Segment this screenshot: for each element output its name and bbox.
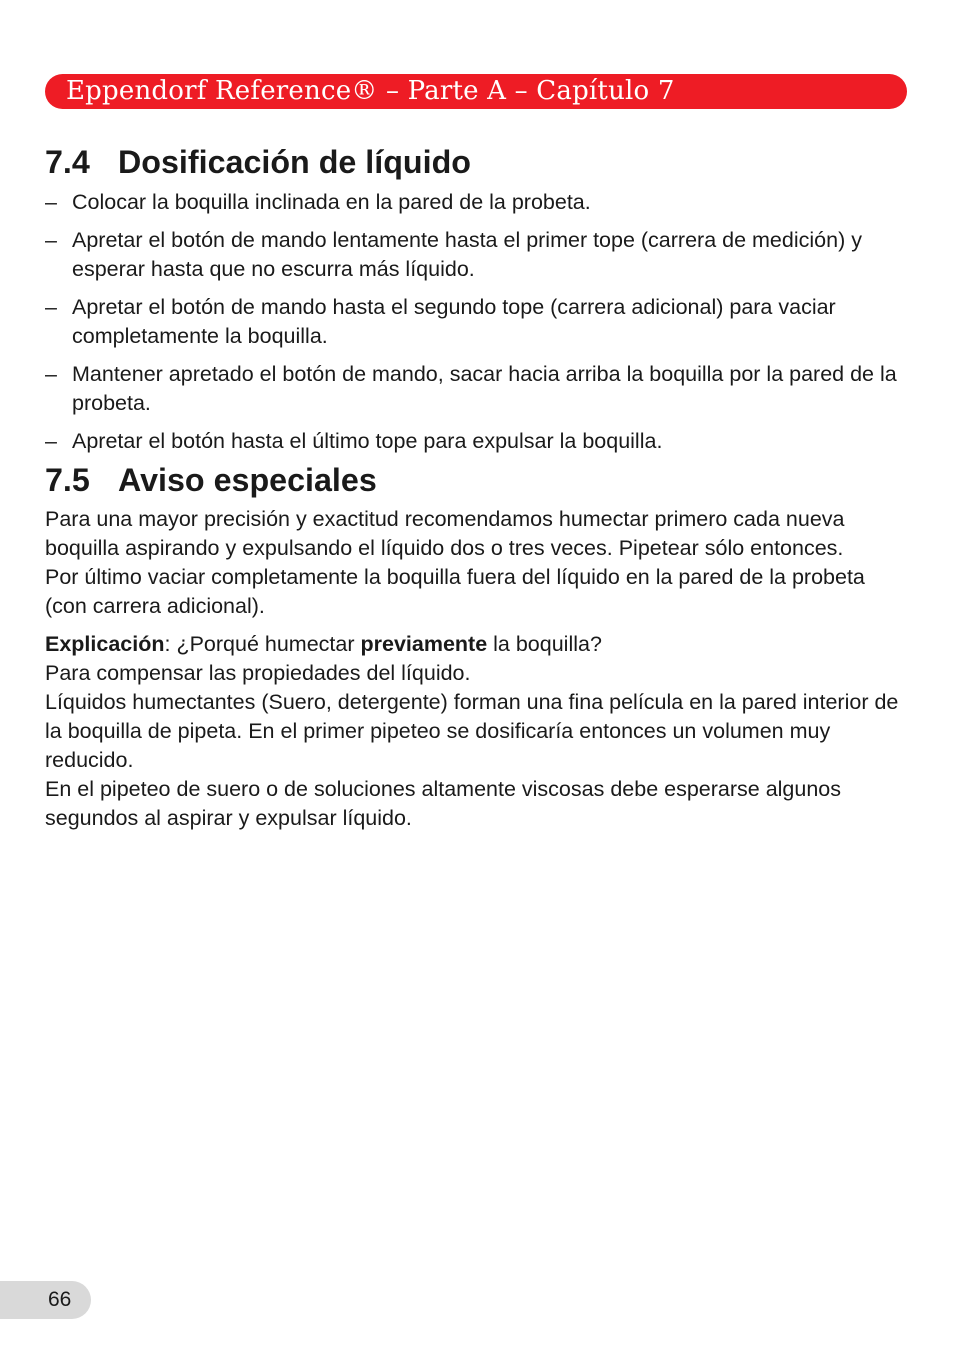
explanation-question-end: la boquilla? <box>487 632 602 656</box>
dash-bullet: – <box>45 228 57 252</box>
chapter-title: Eppendorf Reference® – Parte A – Capítulo 7 <box>66 76 675 106</box>
list-item <box>45 293 905 351</box>
dash-bullet: – <box>45 295 57 319</box>
list-item-text: Mantener apretado el botón de mando, sacar hacia arriba la boquilla por la pared de la probeta. <box>72 362 897 415</box>
steps-list <box>45 188 905 456</box>
paragraph: Por último vaciar completamente la boquilla fuera del líquido en la pared de la probeta (con carrera adicional). <box>45 565 865 618</box>
section-title: Dosificación de líquido <box>118 144 471 180</box>
section-number: 7.5 <box>45 462 90 498</box>
section-heading-7-5 <box>45 462 905 498</box>
dash-bullet: – <box>45 429 57 453</box>
paragraph: Para compensar las propiedades del líquido. <box>45 661 471 685</box>
page-number-tab <box>0 1281 91 1319</box>
list-item <box>45 226 905 284</box>
explanation-question-start: : ¿Porqué humectar <box>164 632 361 656</box>
list-item <box>45 188 905 217</box>
section-number: 7.4 <box>45 144 90 180</box>
section-title: Aviso especiales <box>118 462 377 498</box>
list-item-text: Apretar el botón de mando hasta el segundo tope (carrera adicional) para vaciar completamente la boquilla. <box>72 295 836 348</box>
list-item <box>45 360 905 418</box>
dash-bullet: – <box>45 190 57 214</box>
section-heading-7-4 <box>45 144 905 180</box>
list-item <box>45 427 905 456</box>
explanation-block <box>45 630 905 833</box>
page-content <box>45 144 905 842</box>
page-number: 66 <box>48 1288 72 1311</box>
paragraph: En el pipeteo de suero o de soluciones altamente viscosas debe esperarse algunos segundos al aspirar y expulsar líquido. <box>45 777 842 830</box>
explanation-line <box>45 630 905 659</box>
explanation-emphasis: previamente <box>360 632 488 656</box>
dash-bullet: – <box>45 362 57 386</box>
list-item-text: Apretar el botón de mando lentamente hasta el primer tope (carrera de medición) y esperar hasta que no escurra más líquido. <box>72 228 862 281</box>
list-item-text: Colocar la boquilla inclinada en la pared de la probeta. <box>72 190 591 214</box>
recommendation-block <box>45 505 905 621</box>
paragraph: Para una mayor precisión y exactitud recomendamos humectar primero cada nueva boquilla aspirando y expulsando el líquido dos o tres veces. Pipetear sólo entonces. <box>45 507 845 560</box>
explanation-label: Explicación <box>45 632 165 656</box>
paragraph: Líquidos humectantes (Suero, detergente) forman una fina película en la pared interior de la boquilla de pipeta. En el primer pipeteo se dosificaría entonces un volumen muy reducido. <box>45 690 899 772</box>
chapter-header-bar <box>45 74 907 109</box>
list-item-text: Apretar el botón hasta el último tope para expulsar la boquilla. <box>72 429 663 453</box>
